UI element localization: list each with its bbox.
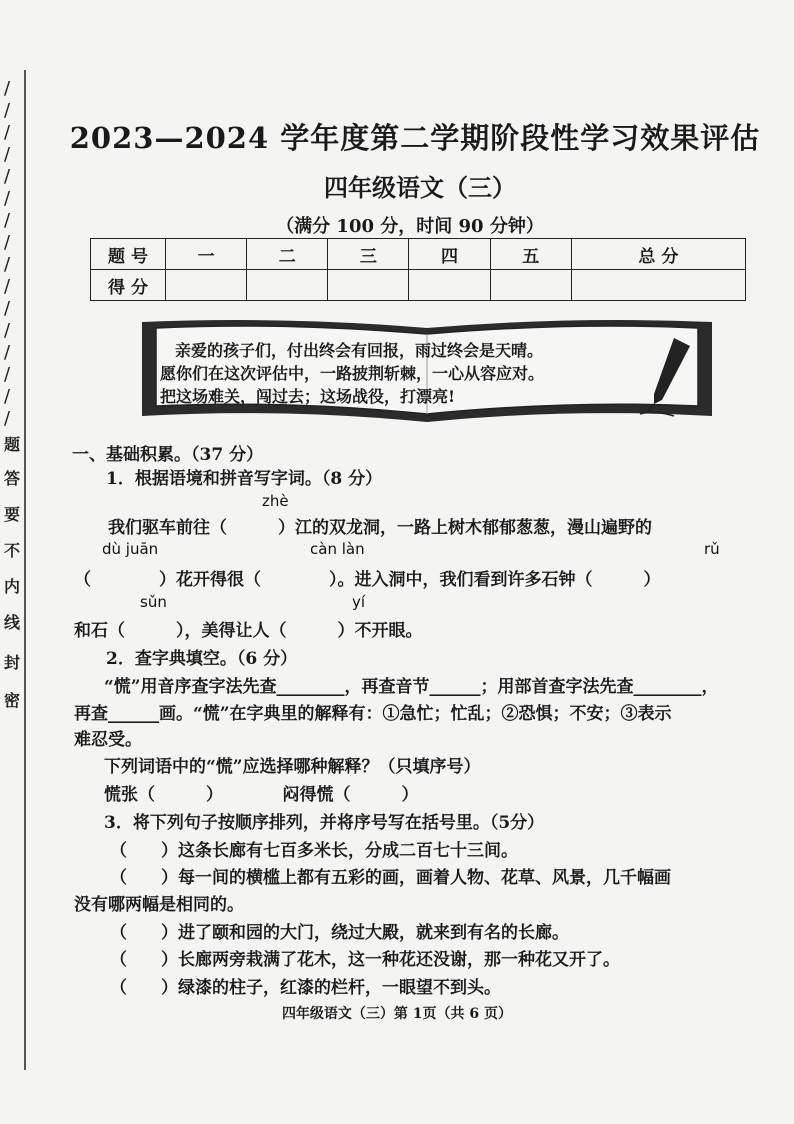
side-char: 答 (3, 469, 20, 488)
score-input-cell (166, 270, 247, 301)
score-table-header-row (91, 239, 746, 270)
ordering-item: （ ）每一间的横槛上都有五彩的画，画着人物、花草、风景，几千幅画 (110, 868, 671, 888)
score-table (90, 238, 746, 301)
banner-line: 亲爱的孩子们，付出终会有回报，雨过终会是天晴。 (175, 341, 544, 360)
score-info: （满分 100 分，时间 90 分钟） (276, 216, 544, 237)
score-table-cell: 得 分 (91, 270, 166, 301)
side-char: 要 (3, 505, 20, 524)
question-text: 慌张（ ） 闷得慌（ ） (104, 785, 419, 805)
score-table-cell: 总 分 (571, 239, 745, 270)
banner-line: 愿你们在这次评估中，一路披荆斩棘，一心从容应对。 (160, 364, 545, 383)
score-table-cell: 四 (409, 239, 490, 270)
score-input-cell (571, 270, 745, 301)
question-text: 难忍受。 (74, 730, 142, 750)
score-input-cell (409, 270, 490, 301)
question-text: 下列词语中的“慌”应选择哪种解释？（只填序号） (104, 757, 481, 777)
section-heading: 一、基础积累。（37 分） (72, 445, 264, 465)
score-input-cell (490, 270, 571, 301)
page-title: 2023—2024 学年度第二学期阶段性学习效果评估 (69, 121, 761, 155)
question-title: 1．根据语境和拼音写字词。（8 分） (106, 469, 383, 489)
side-char: 内 (3, 577, 20, 596)
page-subtitle: 四年级语文（三） (324, 173, 516, 202)
question-text: 和石（ ），美得让人（ ）不开眼。 (74, 621, 423, 641)
score-table-cell: 五 (490, 239, 571, 270)
ordering-item: （ ）这条长廊有七百多米长，分成二百七十三间。 (110, 841, 518, 861)
side-char: 题 (3, 435, 20, 454)
score-input-cell (328, 270, 409, 301)
pinyin-label: yí (352, 593, 366, 611)
ordering-item: （ ）进了颐和园的大门，绕过大殿，就来到有名的长廊。 (110, 923, 569, 943)
ordering-item: （ ）绿漆的柱子，红漆的栏杆，一眼望不到头。 (110, 978, 501, 998)
ordering-item: （ ）长廊两旁栽满了花木，这一种花还没谢，那一种花又开了。 (110, 950, 620, 970)
page-footer: 四年级语文（三）第 1页（共 6 页） (281, 1006, 513, 1022)
score-input-cell (247, 270, 328, 301)
pinyin-label: rǔ (704, 540, 720, 558)
question-text: “慌”用音序查字法先查________，再查音节______；用部首查字法先查________， (104, 677, 719, 697)
score-table-cell: 题 号 (91, 239, 166, 270)
score-table-score-row (91, 270, 746, 301)
side-char: 封 (3, 653, 20, 672)
ordering-item-continuation: 没有哪两幅是相同的。 (74, 895, 244, 915)
score-table-cell: 三 (328, 239, 409, 270)
side-char: 线 (3, 613, 20, 632)
banner-line: 把这场难关，闯过去；这场战役，打漂亮! (160, 387, 456, 406)
side-char: 密 (3, 691, 20, 710)
question-title: 2．查字典填空。（6 分） (106, 649, 298, 669)
pinyin-label: dù juān (102, 540, 159, 558)
score-table-cell: 一 (166, 239, 247, 270)
question-title: 3．将下列句子按顺序排列，并将序号写在括号里。（5分） (104, 813, 545, 833)
pinyin-label: càn làn (310, 540, 365, 558)
score-table-cell: 二 (247, 239, 328, 270)
side-char: 不 (3, 541, 20, 560)
question-text: 我们驱车前往（ ）江的双龙洞，一路上树木郁郁葱葱，漫山遍野的 (108, 518, 652, 538)
pinyin-label: zhè (262, 492, 289, 510)
pinyin-label: sǔn (140, 593, 167, 611)
question-text: 再查______画。“慌”在字典里的解释有：①急忙；忙乱；②恐惧；不安；③表示 (74, 704, 672, 724)
question-text: （ ）花开得很（ ）。进入洞中，我们看到许多石钟（ ） (74, 570, 661, 590)
